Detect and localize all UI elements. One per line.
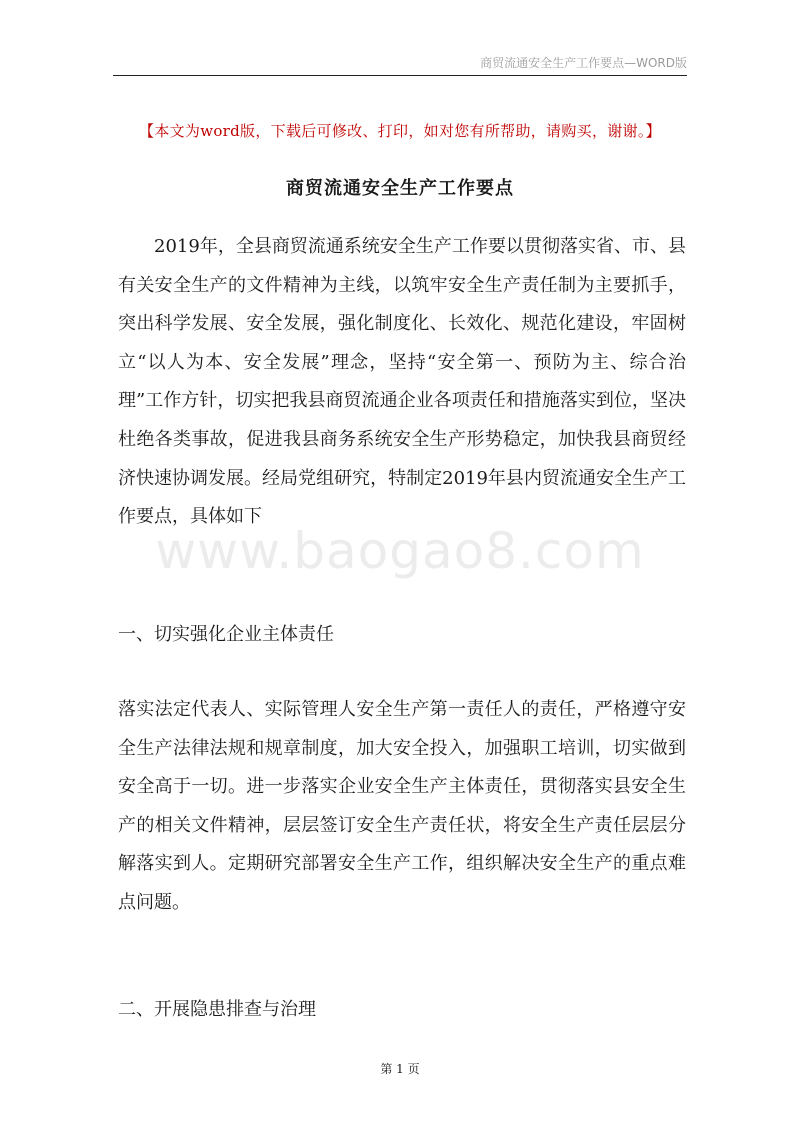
header-divider: [113, 75, 687, 76]
intro-paragraph: 2019年，全县商贸流通系统安全生产工作要以贯彻落实省、市、县有关安全生产的文件精神为主线，以筑牢安全生产责任制为主要抓手，突出科学发展、安全发展，强化制度化、长效化、规范化建设，牢固树立“以人为本、安全发展”理念，坚持“安全第一、预防为主、综合治理”工作方针，切实把我县商贸流通企业各项责任和措施落实到位，坚决杜绝各类事故，促进我县商务系统安全生产形势稳定，加快我县商贸经济快速协调发展。经局党组研究，特制定2019年县内贸流通安全生产工作要点，具体如下: [118, 236, 686, 528]
section-1-heading: 一、切实强化企业主体责任: [118, 624, 334, 645]
page-number: 第 1 页: [380, 1062, 420, 1076]
running-header: 商贸流通安全生产工作要点—WORD版: [480, 56, 687, 70]
section-2-heading: 二、开展隐患排查与治理: [118, 999, 316, 1020]
section-1-paragraph: 落实法定代表人、实际管理人安全生产第一责任人的责任，严格遵守安全生产法律法规和规章制度，加大安全投入，加强职工培训，切实做到安全高于一切。进一步落实企业安全生产主体责任，贯彻落实县安全生产的相关文件精神，层层签订安全生产责任状，将安全生产责任层层分解落实到人。定期研究部署安全生产工作，组织解决安全生产的重点难点问题。: [118, 699, 686, 913]
purchase-notice: 【本文为word版，下载后可修改、打印，如对您有所帮助，请购买，谢谢。】: [139, 122, 661, 140]
document-title: 商贸流通安全生产工作要点: [286, 178, 514, 199]
watermark: www.baogao8.com: [155, 522, 645, 580]
